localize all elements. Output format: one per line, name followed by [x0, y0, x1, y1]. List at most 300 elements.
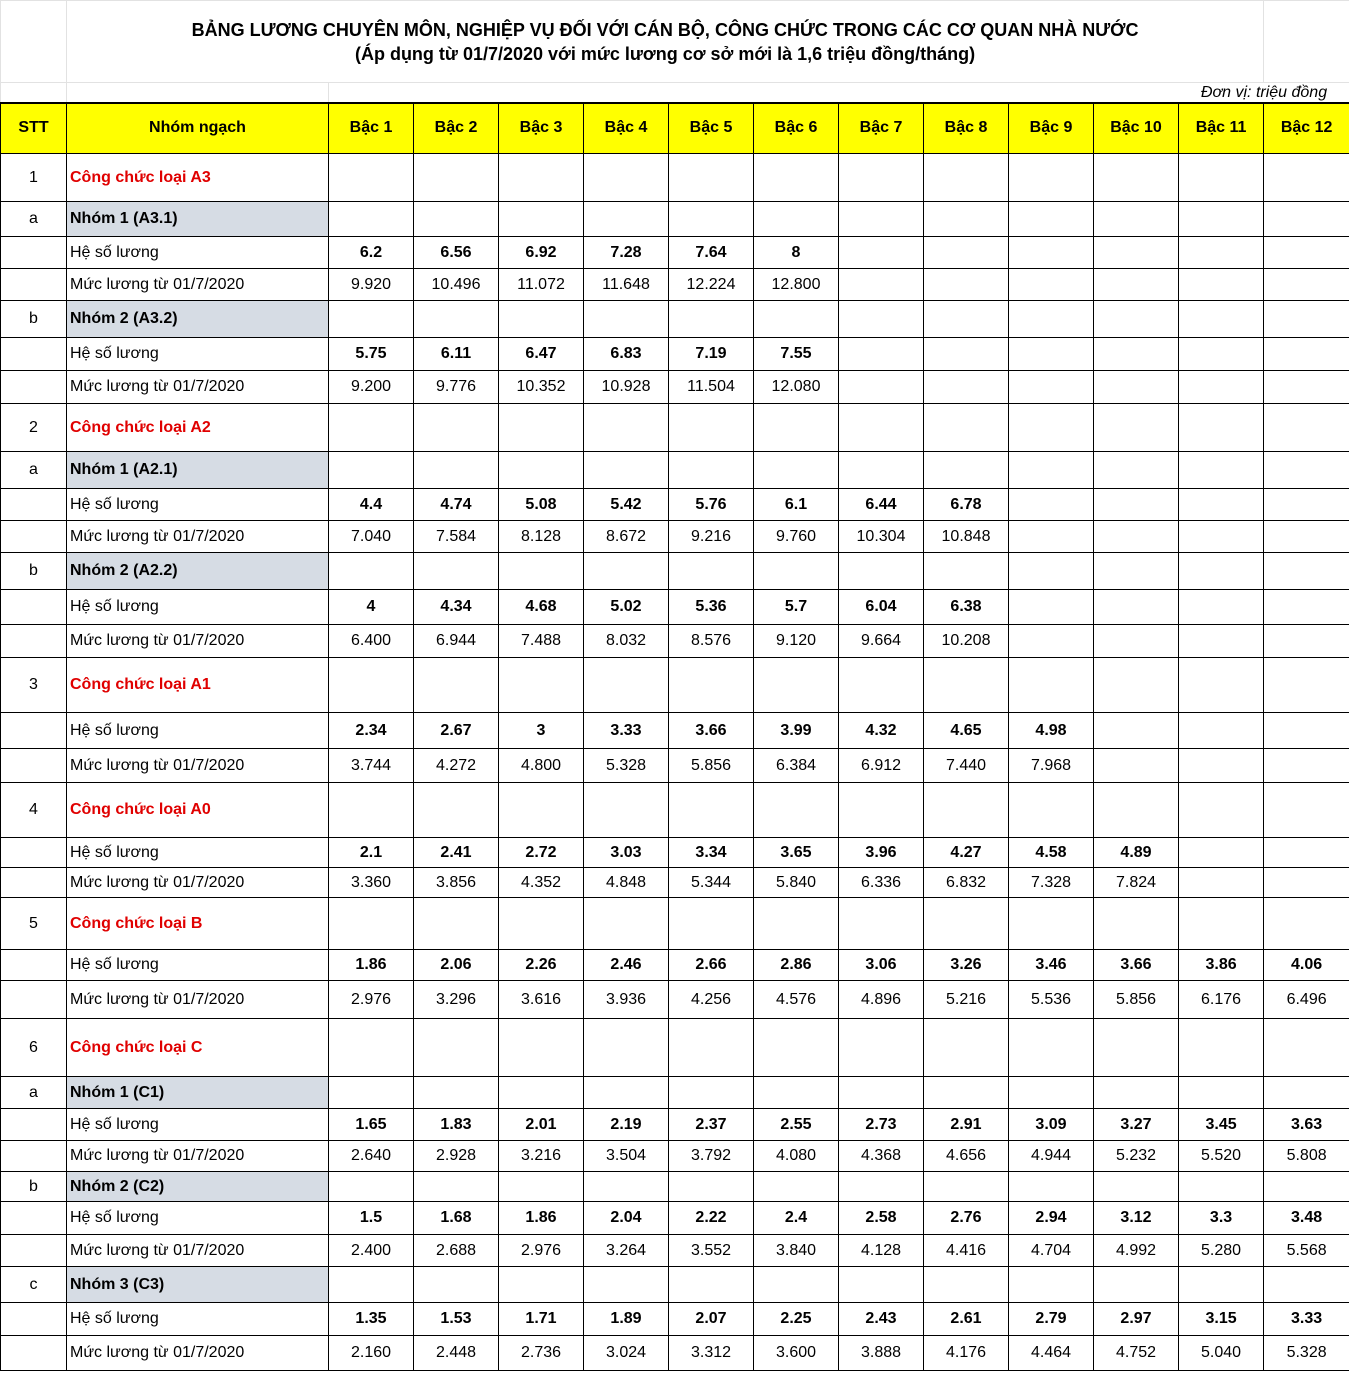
value-cell[interactable]: 2.160	[329, 1336, 414, 1371]
value-cell[interactable]: 3.792	[669, 1141, 754, 1172]
value-cell[interactable]	[499, 452, 584, 489]
value-cell[interactable]	[1179, 269, 1264, 301]
value-cell[interactable]: 5.216	[924, 981, 1009, 1019]
row-label[interactable]: Mức lương từ 01/7/2020	[67, 371, 329, 404]
group-label[interactable]: Nhóm 2 (C2)	[67, 1172, 329, 1202]
value-cell[interactable]	[1009, 1019, 1094, 1077]
value-cell[interactable]	[1179, 838, 1264, 868]
value-cell[interactable]: 2.688	[414, 1235, 499, 1267]
value-cell[interactable]: 6.1	[754, 489, 839, 521]
value-cell[interactable]: 6.336	[839, 868, 924, 898]
value-cell[interactable]	[1009, 301, 1094, 338]
value-cell[interactable]	[1094, 1019, 1179, 1077]
value-cell[interactable]	[1264, 521, 1349, 553]
value-cell[interactable]	[329, 1019, 414, 1077]
value-cell[interactable]	[669, 553, 754, 590]
stt-cell[interactable]	[1, 1202, 67, 1235]
value-cell[interactable]: 1.53	[414, 1303, 499, 1336]
value-cell[interactable]: 6.56	[414, 237, 499, 269]
value-cell[interactable]	[839, 404, 924, 452]
value-cell[interactable]: 8.128	[499, 521, 584, 553]
value-cell[interactable]	[669, 452, 754, 489]
value-cell[interactable]: 7.968	[1009, 749, 1094, 783]
value-cell[interactable]: 2.86	[754, 950, 839, 981]
value-cell[interactable]	[414, 1267, 499, 1303]
value-cell[interactable]	[924, 898, 1009, 950]
value-cell[interactable]	[754, 1267, 839, 1303]
value-cell[interactable]	[1179, 489, 1264, 521]
value-cell[interactable]: 3.616	[499, 981, 584, 1019]
group-label[interactable]: Nhóm 1 (A2.1)	[67, 452, 329, 489]
value-cell[interactable]: 1.5	[329, 1202, 414, 1235]
value-cell[interactable]	[1179, 713, 1264, 749]
value-cell[interactable]: 5.568	[1264, 1235, 1349, 1267]
value-cell[interactable]: 7.488	[499, 625, 584, 658]
value-cell[interactable]	[1264, 452, 1349, 489]
value-cell[interactable]: 3.360	[329, 868, 414, 898]
value-cell[interactable]	[1264, 338, 1349, 371]
value-cell[interactable]: 3.34	[669, 838, 754, 868]
value-cell[interactable]: 3.86	[1179, 950, 1264, 981]
value-cell[interactable]	[1094, 452, 1179, 489]
value-cell[interactable]	[669, 301, 754, 338]
value-cell[interactable]	[924, 338, 1009, 371]
value-cell[interactable]	[499, 202, 584, 237]
value-cell[interactable]	[754, 301, 839, 338]
value-cell[interactable]: 2.22	[669, 1202, 754, 1235]
value-cell[interactable]: 4.416	[924, 1235, 1009, 1267]
value-cell[interactable]: 6.92	[499, 237, 584, 269]
value-cell[interactable]	[1094, 237, 1179, 269]
row-label[interactable]: Mức lương từ 01/7/2020	[67, 981, 329, 1019]
value-cell[interactable]	[499, 1172, 584, 1202]
value-cell[interactable]	[584, 154, 669, 202]
value-cell[interactable]: 4.464	[1009, 1336, 1094, 1371]
value-cell[interactable]: 5.328	[584, 749, 669, 783]
value-cell[interactable]	[1264, 404, 1349, 452]
value-cell[interactable]: 3.33	[1264, 1303, 1349, 1336]
value-cell[interactable]	[1094, 625, 1179, 658]
value-cell[interactable]	[329, 301, 414, 338]
value-cell[interactable]	[1264, 237, 1349, 269]
value-cell[interactable]: 2.46	[584, 950, 669, 981]
stt-cell[interactable]: 5	[1, 898, 67, 950]
value-cell[interactable]	[754, 452, 839, 489]
value-cell[interactable]: 11.504	[669, 371, 754, 404]
stt-cell[interactable]: a	[1, 1077, 67, 1109]
value-cell[interactable]: 4.272	[414, 749, 499, 783]
value-cell[interactable]	[839, 371, 924, 404]
value-cell[interactable]	[839, 898, 924, 950]
value-cell[interactable]: 4.06	[1264, 950, 1349, 981]
stt-cell[interactable]	[1, 713, 67, 749]
value-cell[interactable]	[1179, 301, 1264, 338]
value-cell[interactable]: 9.120	[754, 625, 839, 658]
value-cell[interactable]: 6.912	[839, 749, 924, 783]
value-cell[interactable]	[584, 202, 669, 237]
value-cell[interactable]: 12.080	[754, 371, 839, 404]
value-cell[interactable]	[1094, 154, 1179, 202]
value-cell[interactable]: 3.744	[329, 749, 414, 783]
value-cell[interactable]: 1.83	[414, 1109, 499, 1141]
value-cell[interactable]: 5.520	[1179, 1141, 1264, 1172]
value-cell[interactable]	[329, 452, 414, 489]
stt-cell[interactable]	[1, 237, 67, 269]
value-cell[interactable]: 9.200	[329, 371, 414, 404]
value-cell[interactable]	[1264, 590, 1349, 625]
value-cell[interactable]	[499, 658, 584, 713]
value-cell[interactable]	[924, 1077, 1009, 1109]
stt-cell[interactable]	[1, 371, 67, 404]
value-cell[interactable]: 3.96	[839, 838, 924, 868]
value-cell[interactable]	[839, 553, 924, 590]
value-cell[interactable]: 4.896	[839, 981, 924, 1019]
header-level-10[interactable]: Bậc 10	[1094, 103, 1179, 154]
value-cell[interactable]	[1094, 371, 1179, 404]
value-cell[interactable]	[1264, 838, 1349, 868]
value-cell[interactable]: 7.28	[584, 237, 669, 269]
category-label[interactable]: Công chức loại A0	[67, 783, 329, 838]
value-cell[interactable]	[1094, 489, 1179, 521]
value-cell[interactable]	[839, 1267, 924, 1303]
value-cell[interactable]: 7.55	[754, 338, 839, 371]
value-cell[interactable]	[499, 1077, 584, 1109]
value-cell[interactable]: 2.37	[669, 1109, 754, 1141]
stt-cell[interactable]: 2	[1, 404, 67, 452]
value-cell[interactable]: 5.808	[1264, 1141, 1349, 1172]
header-level-5[interactable]: Bậc 5	[669, 103, 754, 154]
value-cell[interactable]: 5.040	[1179, 1336, 1264, 1371]
value-cell[interactable]	[839, 269, 924, 301]
value-cell[interactable]	[1179, 404, 1264, 452]
stt-cell[interactable]	[1, 1235, 67, 1267]
value-cell[interactable]	[754, 553, 839, 590]
value-cell[interactable]: 2.97	[1094, 1303, 1179, 1336]
value-cell[interactable]: 5.232	[1094, 1141, 1179, 1172]
row-label[interactable]: Mức lương từ 01/7/2020	[67, 269, 329, 301]
stt-cell[interactable]	[1, 1109, 67, 1141]
category-label[interactable]: Công chức loại A3	[67, 154, 329, 202]
value-cell[interactable]: 5.344	[669, 868, 754, 898]
stt-cell[interactable]	[1, 1141, 67, 1172]
value-cell[interactable]	[329, 404, 414, 452]
value-cell[interactable]: 2.91	[924, 1109, 1009, 1141]
value-cell[interactable]: 10.304	[839, 521, 924, 553]
stt-cell[interactable]	[1, 625, 67, 658]
value-cell[interactable]: 6.832	[924, 868, 1009, 898]
value-cell[interactable]: 4.800	[499, 749, 584, 783]
value-cell[interactable]: 6.04	[839, 590, 924, 625]
value-cell[interactable]: 3.264	[584, 1235, 669, 1267]
value-cell[interactable]: 5.02	[584, 590, 669, 625]
value-cell[interactable]: 3.856	[414, 868, 499, 898]
category-label[interactable]: Công chức loại B	[67, 898, 329, 950]
value-cell[interactable]	[499, 1267, 584, 1303]
value-cell[interactable]	[839, 658, 924, 713]
value-cell[interactable]: 2.976	[499, 1235, 584, 1267]
value-cell[interactable]	[499, 898, 584, 950]
value-cell[interactable]: 2.79	[1009, 1303, 1094, 1336]
value-cell[interactable]	[584, 301, 669, 338]
value-cell[interactable]: 3.26	[924, 950, 1009, 981]
value-cell[interactable]	[584, 1019, 669, 1077]
value-cell[interactable]: 4.65	[924, 713, 1009, 749]
value-cell[interactable]: 6.496	[1264, 981, 1349, 1019]
value-cell[interactable]	[1179, 521, 1264, 553]
value-cell[interactable]: 5.856	[669, 749, 754, 783]
value-cell[interactable]: 1.89	[584, 1303, 669, 1336]
value-cell[interactable]	[669, 1172, 754, 1202]
value-cell[interactable]	[584, 1172, 669, 1202]
value-cell[interactable]: 4.576	[754, 981, 839, 1019]
value-cell[interactable]: 7.824	[1094, 868, 1179, 898]
value-cell[interactable]: 2.41	[414, 838, 499, 868]
row-label[interactable]: Mức lương từ 01/7/2020	[67, 1141, 329, 1172]
value-cell[interactable]: 3.03	[584, 838, 669, 868]
value-cell[interactable]	[754, 1172, 839, 1202]
value-cell[interactable]: 3.65	[754, 838, 839, 868]
stt-cell[interactable]	[1, 1303, 67, 1336]
value-cell[interactable]	[1264, 868, 1349, 898]
value-cell[interactable]	[329, 202, 414, 237]
value-cell[interactable]: 1.71	[499, 1303, 584, 1336]
value-cell[interactable]	[1009, 338, 1094, 371]
value-cell[interactable]: 2.73	[839, 1109, 924, 1141]
group-label[interactable]: Nhóm 1 (C1)	[67, 1077, 329, 1109]
value-cell[interactable]: 2.66	[669, 950, 754, 981]
value-cell[interactable]: 2.72	[499, 838, 584, 868]
value-cell[interactable]	[1094, 553, 1179, 590]
value-cell[interactable]: 4.992	[1094, 1235, 1179, 1267]
value-cell[interactable]	[1264, 1019, 1349, 1077]
value-cell[interactable]	[924, 1019, 1009, 1077]
value-cell[interactable]	[924, 1172, 1009, 1202]
value-cell[interactable]: 2.26	[499, 950, 584, 981]
stt-cell[interactable]: 1	[1, 154, 67, 202]
value-cell[interactable]	[1179, 1172, 1264, 1202]
value-cell[interactable]: 4.34	[414, 590, 499, 625]
header-group[interactable]: Nhóm ngạch	[67, 103, 329, 154]
header-level-4[interactable]: Bậc 4	[584, 103, 669, 154]
value-cell[interactable]	[669, 658, 754, 713]
value-cell[interactable]: 9.664	[839, 625, 924, 658]
value-cell[interactable]: 6.2	[329, 237, 414, 269]
value-cell[interactable]	[1179, 1019, 1264, 1077]
value-cell[interactable]	[414, 301, 499, 338]
value-cell[interactable]: 4.74	[414, 489, 499, 521]
group-label[interactable]: Nhóm 1 (A3.1)	[67, 202, 329, 237]
value-cell[interactable]	[499, 301, 584, 338]
value-cell[interactable]	[1094, 898, 1179, 950]
value-cell[interactable]	[1009, 404, 1094, 452]
value-cell[interactable]: 3.296	[414, 981, 499, 1019]
value-cell[interactable]	[754, 658, 839, 713]
value-cell[interactable]	[924, 783, 1009, 838]
value-cell[interactable]	[584, 452, 669, 489]
value-cell[interactable]	[414, 898, 499, 950]
value-cell[interactable]	[1179, 749, 1264, 783]
row-label[interactable]: Hệ số lương	[67, 237, 329, 269]
value-cell[interactable]	[584, 1077, 669, 1109]
stt-cell[interactable]: c	[1, 1267, 67, 1303]
value-cell[interactable]: 2.67	[414, 713, 499, 749]
value-cell[interactable]: 4	[329, 590, 414, 625]
value-cell[interactable]: 2.76	[924, 1202, 1009, 1235]
value-cell[interactable]	[754, 1019, 839, 1077]
value-cell[interactable]: 6.38	[924, 590, 1009, 625]
value-cell[interactable]	[1179, 783, 1264, 838]
value-cell[interactable]	[1179, 452, 1264, 489]
value-cell[interactable]	[414, 1019, 499, 1077]
row-label[interactable]: Hệ số lương	[67, 489, 329, 521]
value-cell[interactable]: 1.86	[499, 1202, 584, 1235]
group-label[interactable]: Nhóm 2 (A2.2)	[67, 553, 329, 590]
value-cell[interactable]	[1009, 202, 1094, 237]
value-cell[interactable]: 5.42	[584, 489, 669, 521]
stt-cell[interactable]: 4	[1, 783, 67, 838]
value-cell[interactable]	[414, 202, 499, 237]
value-cell[interactable]	[584, 783, 669, 838]
row-label[interactable]: Mức lương từ 01/7/2020	[67, 868, 329, 898]
value-cell[interactable]	[1009, 452, 1094, 489]
row-label[interactable]: Mức lương từ 01/7/2020	[67, 521, 329, 553]
value-cell[interactable]	[839, 1172, 924, 1202]
value-cell[interactable]: 2.448	[414, 1336, 499, 1371]
value-cell[interactable]: 3.63	[1264, 1109, 1349, 1141]
value-cell[interactable]	[1264, 301, 1349, 338]
value-cell[interactable]: 4.080	[754, 1141, 839, 1172]
value-cell[interactable]: 2.19	[584, 1109, 669, 1141]
value-cell[interactable]	[1179, 658, 1264, 713]
value-cell[interactable]: 5.536	[1009, 981, 1094, 1019]
value-cell[interactable]: 5.280	[1179, 1235, 1264, 1267]
value-cell[interactable]	[1009, 1077, 1094, 1109]
value-cell[interactable]: 10.928	[584, 371, 669, 404]
value-cell[interactable]	[329, 1172, 414, 1202]
value-cell[interactable]: 5.36	[669, 590, 754, 625]
value-cell[interactable]: 4.4	[329, 489, 414, 521]
value-cell[interactable]	[1179, 237, 1264, 269]
value-cell[interactable]: 12.224	[669, 269, 754, 301]
value-cell[interactable]	[414, 154, 499, 202]
value-cell[interactable]	[924, 658, 1009, 713]
value-cell[interactable]	[839, 237, 924, 269]
value-cell[interactable]	[1094, 713, 1179, 749]
row-label[interactable]: Hệ số lương	[67, 1202, 329, 1235]
value-cell[interactable]: 1.86	[329, 950, 414, 981]
value-cell[interactable]	[839, 1077, 924, 1109]
value-cell[interactable]	[414, 783, 499, 838]
value-cell[interactable]	[1264, 1172, 1349, 1202]
value-cell[interactable]	[1179, 371, 1264, 404]
value-cell[interactable]: 2.928	[414, 1141, 499, 1172]
value-cell[interactable]	[329, 154, 414, 202]
value-cell[interactable]: 1.68	[414, 1202, 499, 1235]
value-cell[interactable]: 5.76	[669, 489, 754, 521]
value-cell[interactable]	[1009, 269, 1094, 301]
value-cell[interactable]	[329, 783, 414, 838]
value-cell[interactable]	[1009, 625, 1094, 658]
value-cell[interactable]: 3	[499, 713, 584, 749]
value-cell[interactable]	[924, 237, 1009, 269]
value-cell[interactable]	[1094, 1172, 1179, 1202]
value-cell[interactable]	[924, 301, 1009, 338]
value-cell[interactable]	[1264, 749, 1349, 783]
value-cell[interactable]	[1094, 658, 1179, 713]
value-cell[interactable]	[1264, 1077, 1349, 1109]
value-cell[interactable]	[1094, 1077, 1179, 1109]
value-cell[interactable]: 7.584	[414, 521, 499, 553]
row-label[interactable]: Mức lương từ 01/7/2020	[67, 749, 329, 783]
value-cell[interactable]	[414, 452, 499, 489]
value-cell[interactable]	[924, 269, 1009, 301]
value-cell[interactable]	[499, 1019, 584, 1077]
value-cell[interactable]: 12.800	[754, 269, 839, 301]
value-cell[interactable]	[669, 1077, 754, 1109]
value-cell[interactable]	[499, 783, 584, 838]
stt-cell[interactable]: b	[1, 1172, 67, 1202]
value-cell[interactable]: 9.776	[414, 371, 499, 404]
category-label[interactable]: Công chức loại A1	[67, 658, 329, 713]
value-cell[interactable]: 6.11	[414, 338, 499, 371]
value-cell[interactable]: 3.600	[754, 1336, 839, 1371]
stt-cell[interactable]	[1, 749, 67, 783]
stt-cell[interactable]: a	[1, 452, 67, 489]
stt-cell[interactable]	[1, 269, 67, 301]
value-cell[interactable]: 2.01	[499, 1109, 584, 1141]
value-cell[interactable]: 4.176	[924, 1336, 1009, 1371]
value-cell[interactable]	[1009, 1172, 1094, 1202]
value-cell[interactable]: 2.94	[1009, 1202, 1094, 1235]
value-cell[interactable]: 8.032	[584, 625, 669, 658]
value-cell[interactable]: 11.648	[584, 269, 669, 301]
value-cell[interactable]	[414, 1077, 499, 1109]
value-cell[interactable]: 6.176	[1179, 981, 1264, 1019]
value-cell[interactable]: 4.98	[1009, 713, 1094, 749]
header-level-11[interactable]: Bậc 11	[1179, 103, 1264, 154]
value-cell[interactable]: 4.68	[499, 590, 584, 625]
value-cell[interactable]	[1264, 553, 1349, 590]
value-cell[interactable]: 10.352	[499, 371, 584, 404]
value-cell[interactable]: 6.400	[329, 625, 414, 658]
value-cell[interactable]: 3.99	[754, 713, 839, 749]
value-cell[interactable]	[754, 1077, 839, 1109]
value-cell[interactable]	[839, 338, 924, 371]
stt-cell[interactable]	[1, 590, 67, 625]
header-level-2[interactable]: Bậc 2	[414, 103, 499, 154]
header-level-7[interactable]: Bậc 7	[839, 103, 924, 154]
value-cell[interactable]: 3.12	[1094, 1202, 1179, 1235]
value-cell[interactable]: 5.328	[1264, 1336, 1349, 1371]
category-label[interactable]: Công chức loại A2	[67, 404, 329, 452]
value-cell[interactable]	[839, 452, 924, 489]
value-cell[interactable]	[1264, 1267, 1349, 1303]
value-cell[interactable]: 6.78	[924, 489, 1009, 521]
value-cell[interactable]: 8	[754, 237, 839, 269]
value-cell[interactable]	[1009, 898, 1094, 950]
value-cell[interactable]	[1094, 338, 1179, 371]
value-cell[interactable]	[754, 202, 839, 237]
value-cell[interactable]	[839, 783, 924, 838]
value-cell[interactable]	[924, 202, 1009, 237]
value-cell[interactable]: 4.352	[499, 868, 584, 898]
value-cell[interactable]	[1264, 658, 1349, 713]
value-cell[interactable]	[1179, 898, 1264, 950]
value-cell[interactable]: 2.640	[329, 1141, 414, 1172]
value-cell[interactable]	[754, 404, 839, 452]
stt-cell[interactable]: b	[1, 301, 67, 338]
value-cell[interactable]: 10.208	[924, 625, 1009, 658]
